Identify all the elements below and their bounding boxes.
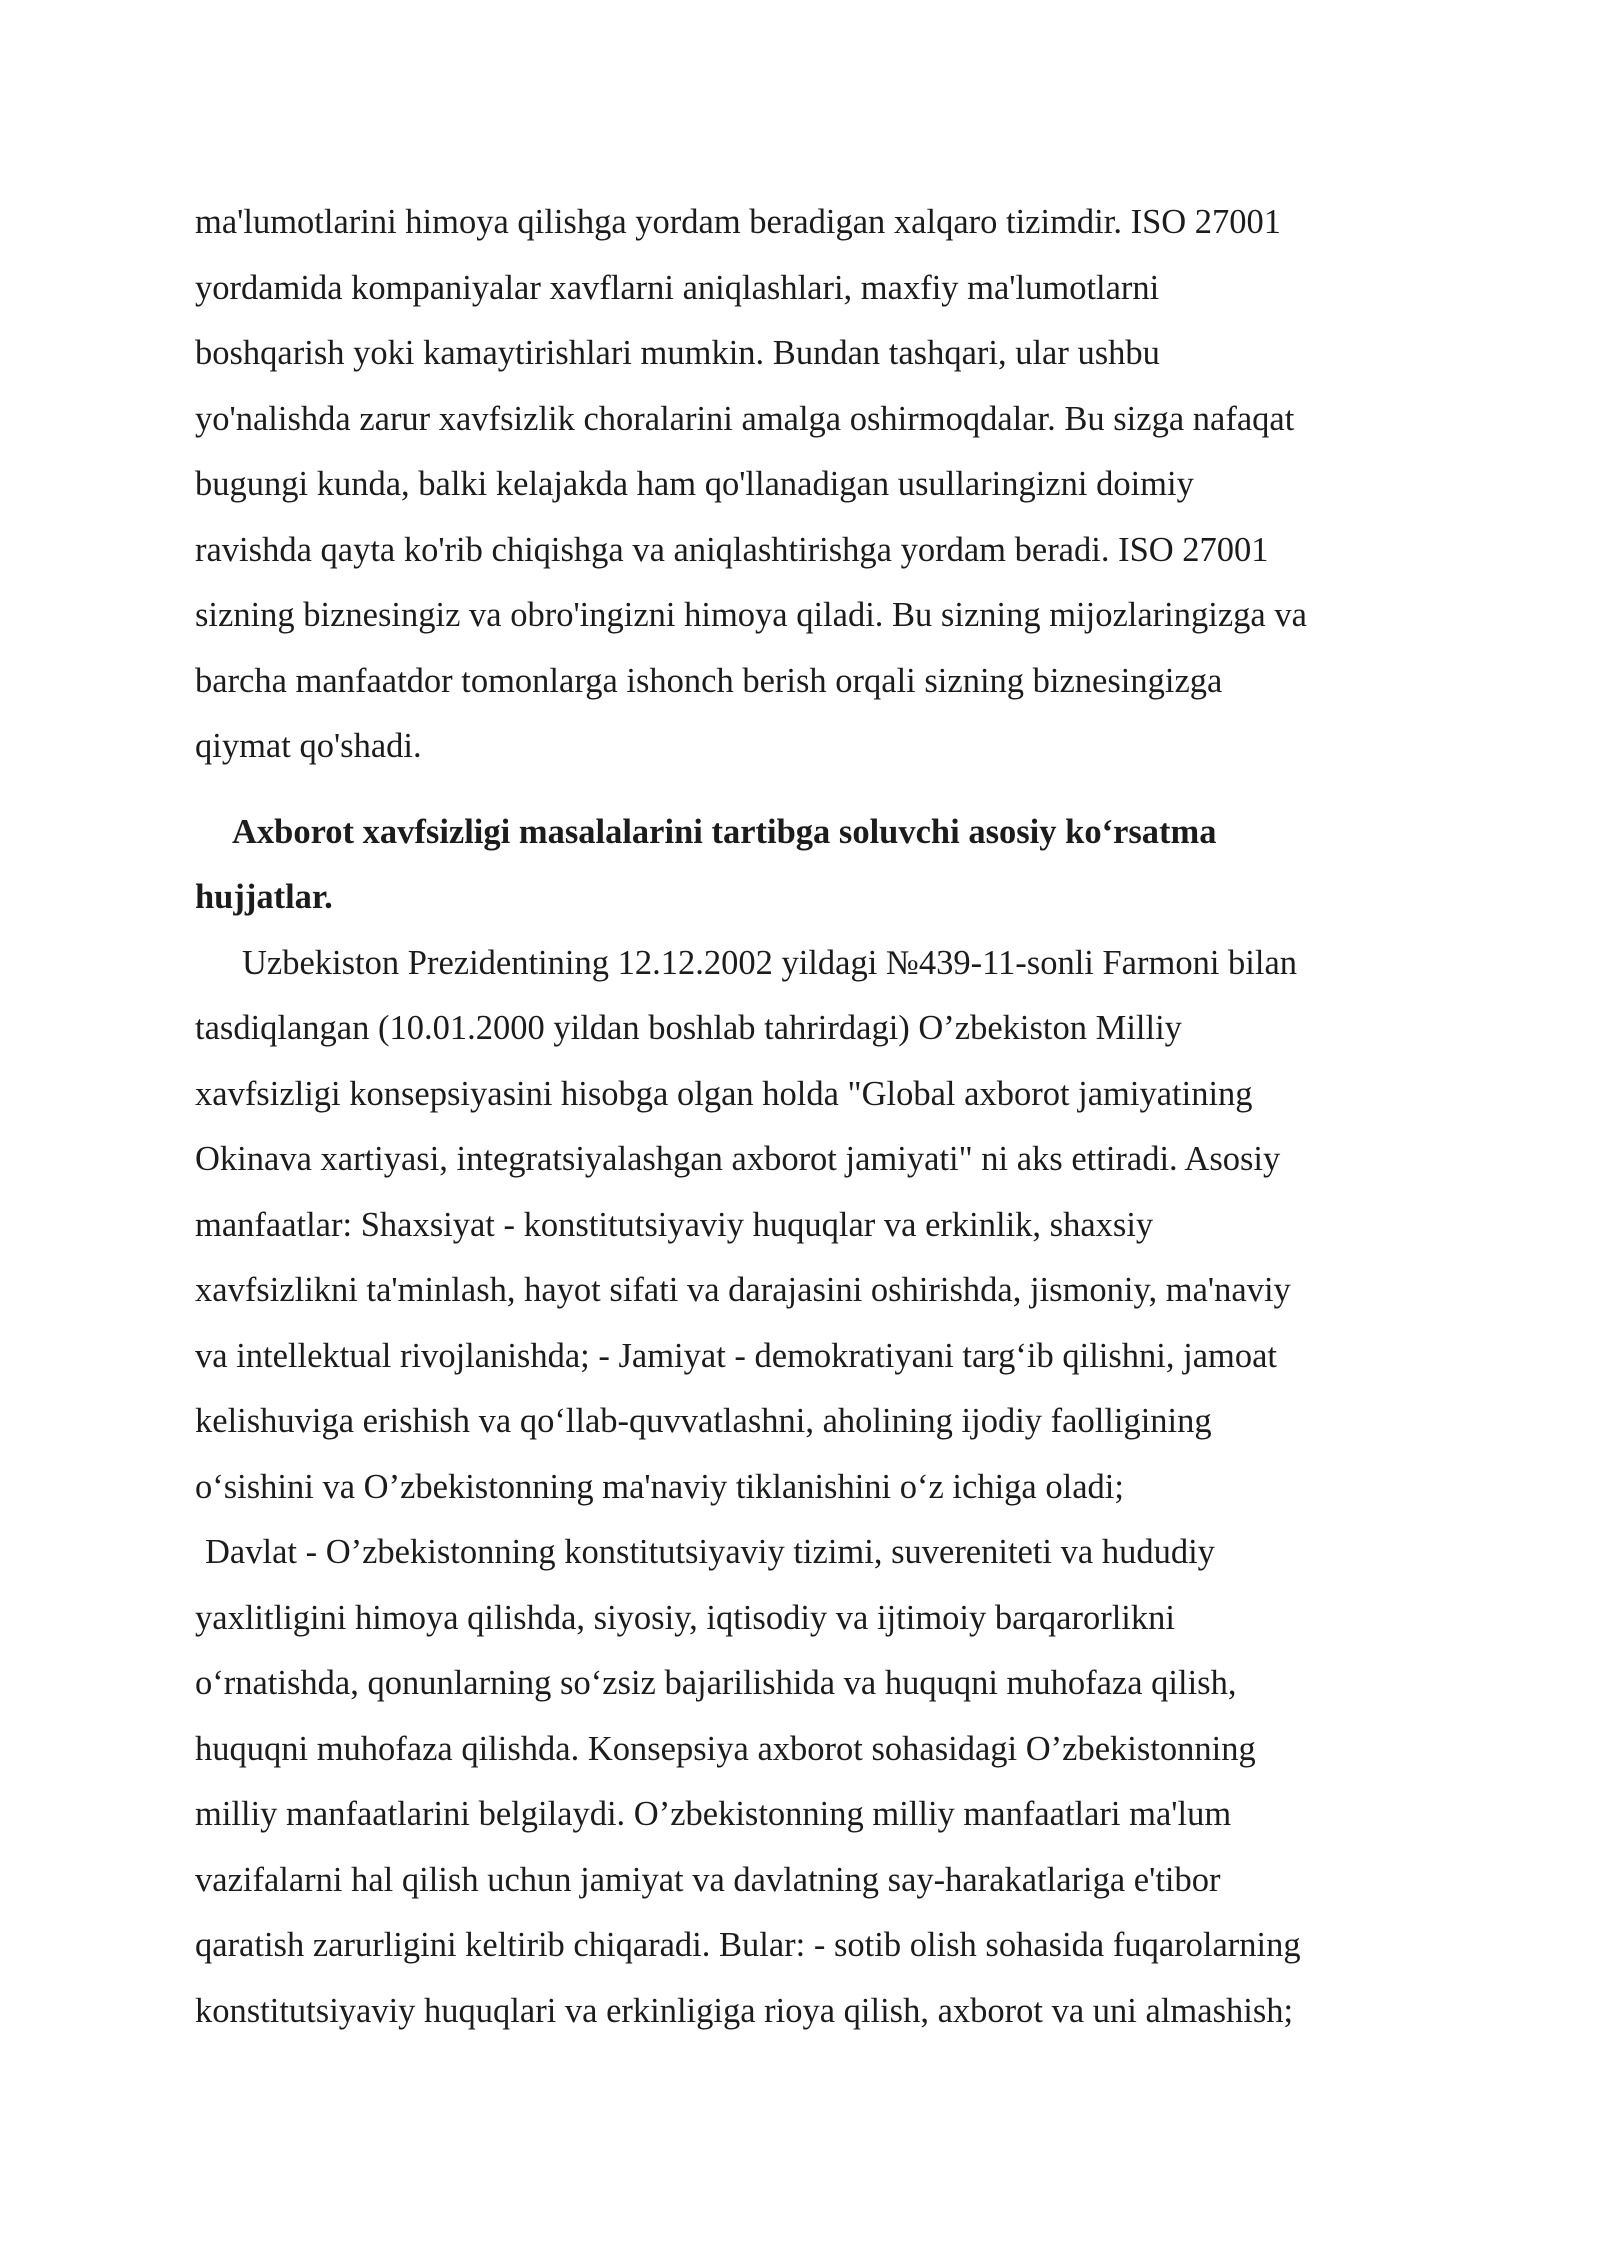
text-line: tasdiqlangan (10.01.2000 yildan boshlab tahrirdagi) O’zbekiston Milliy: [195, 1009, 1182, 1047]
text-line: Davlat - O’zbekistonning konstitutsiyaviy tizimi, suvereniteti va hududiy: [205, 1533, 1215, 1571]
text-line: o‘sishini va O’zbekistonning ma'naviy tiklanishini o‘z ichiga oladi;: [195, 1467, 1124, 1506]
text-line: qaratish zarurligini keltirib chiqaradi. Bular: - sotib olish sohasida fuqarolarning: [195, 1926, 1301, 1964]
text-line: va intellektual rivojlanishda; - Jamiyat - demokratiyani targ‘ib qilishni, jamoat: [195, 1336, 1278, 1375]
section-heading: [195, 800, 1445, 931]
text-line: ravishda qayta ko'rib chiqishga va aniqlashtirishga yordam beradi. ISO 27001: [195, 530, 1269, 569]
text-line: sizning biznesingiz va obro'ingizni himoya qiladi. Bu sizning mijozlaringizga va: [195, 596, 1307, 634]
text-line: ma'lumotlarini himoya qilishga yordam beradigan xalqaro tizimdir. ISO 27001: [195, 203, 1282, 241]
document-body: [195, 190, 1445, 2044]
paragraph-iso-27001: [195, 190, 1445, 780]
heading-line: hujjatlar.: [195, 878, 333, 916]
text-line: yo'nalishda zarur xavfsizlik choralarini amalga oshirmoqdalar. Bu sizga nafaqat: [195, 399, 1295, 438]
heading-line: Axborot xavfsizligi masalalarini tartibga soluvchi asosiy ko‘rsatma: [232, 812, 1217, 851]
text-line: Uzbekiston Prezidentining 12.12.2002 yildagi №439-11-sonli Farmoni bilan: [242, 943, 1298, 982]
text-line: boshqarish yoki kamaytirishlari mumkin. Bundan tashqari, ular ushbu: [195, 334, 1160, 372]
text-line: Okinava xartiyasi, integratsiyalashgan axborot jamiyati" ni aks ettiradi. Asosiy: [195, 1140, 1281, 1178]
text-line: bugungi kunda, balki kelajakda ham qo'llanadigan usullaringizni doimiy: [195, 465, 1194, 503]
text-line: vazifalarni hal qilish uchun jamiyat va davlatning say-harakatlariga e'tibor: [195, 1860, 1221, 1899]
text-line: huquqni muhofaza qilishda. Konsepsiya axborot sohasidagi O’zbekistonning: [195, 1729, 1256, 1768]
text-line: xavfsizligi konsepsiyasini hisobga olgan holda "Global axborot jamiyatining: [195, 1074, 1253, 1113]
text-line: o‘rnatishda, qonunlarning so‘zsiz bajarilishida va huquqni muhofaza qilish,: [195, 1664, 1237, 1702]
text-line: xavfsizlikni ta'minlash, hayot sifati va darajasini oshirishda, jismoniy, ma'naviy: [195, 1271, 1291, 1309]
text-line: manfaatlar: Shaxsiyat - konstitutsiyaviy huquqlar va erkinlik, shaxsiy: [195, 1205, 1154, 1244]
paragraph-national-security-concept: [195, 931, 1445, 2045]
text-line: yaxlitligini himoya qilishda, siyosiy, iqtisodiy va ijtimoiy barqarorlikni: [195, 1598, 1175, 1637]
text-line: konstitutsiyaviy huquqlari va erkinligiga rioya qilish, axborot va uni almashish;: [195, 1991, 1294, 2030]
text-line: qiymat qo'shadi.: [195, 727, 422, 765]
text-line: kelishuviga erishish va qo‘llab-quvvatlashni, aholining ijodiy faolligining: [195, 1402, 1212, 1440]
text-line: milliy manfaatlarini belgilaydi. O’zbekistonning milliy manfaatlari ma'lum: [195, 1795, 1232, 1833]
text-line: yordamida kompaniyalar xavflarni aniqlashlari, maxfiy ma'lumotlarni: [195, 268, 1160, 307]
paragraph-spacer: [195, 780, 1445, 800]
text-line: barcha manfaatdor tomonlarga ishonch berish orqali sizning biznesingizga: [195, 661, 1223, 700]
